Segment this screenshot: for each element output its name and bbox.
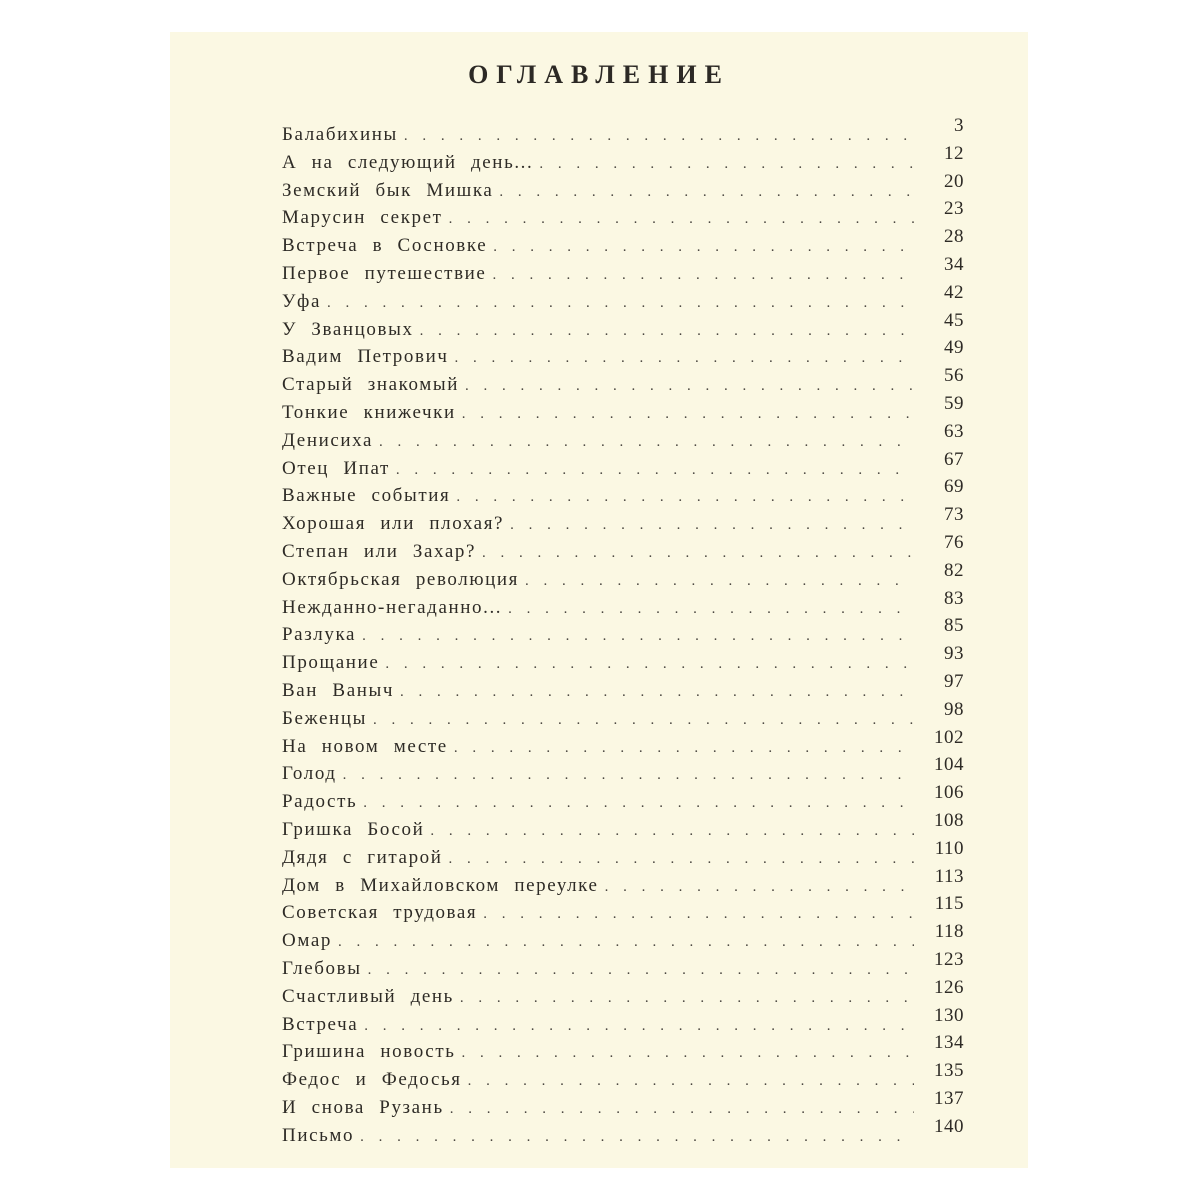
dot-leader <box>499 184 914 201</box>
entry-title: Октябрьская революция <box>282 568 519 590</box>
toc-entry <box>282 448 964 486</box>
entry-page-number: 73 <box>944 504 964 526</box>
entry-title: Письмо <box>282 1124 355 1146</box>
entry-title: Степан или Захар? <box>282 540 477 562</box>
entry-title: Дом в Михайловском переулке <box>282 874 599 896</box>
entry-page-number: 59 <box>944 392 964 414</box>
toc-entry <box>282 226 964 263</box>
dot-leader <box>462 406 914 423</box>
entry-page-number: 126 <box>934 976 964 998</box>
entry-title: Встреча <box>282 1013 359 1035</box>
entry-title: Вадим Петрович <box>282 346 449 368</box>
entry-page-number: 42 <box>944 281 964 303</box>
dot-leader <box>420 323 914 340</box>
dot-leader <box>396 462 914 479</box>
toc-entry <box>282 726 964 764</box>
entry-title: Встреча в Сосновке <box>282 235 488 257</box>
entry-title: Первое путешествие <box>282 262 487 284</box>
dot-leader <box>430 823 914 840</box>
dot-leader <box>338 934 914 951</box>
toc-entry <box>282 476 964 513</box>
dot-leader <box>462 1045 915 1062</box>
entry-title: Омар <box>282 930 332 952</box>
toc-entry <box>282 615 964 652</box>
toc-entry <box>282 782 964 819</box>
toc-entry <box>282 337 964 374</box>
entry-page-number: 134 <box>934 1032 964 1054</box>
entry-title: Отец Ипат <box>282 457 390 479</box>
dot-leader <box>363 795 914 812</box>
entry-title: Дядя с гитарой <box>282 846 443 868</box>
entry-title: Счастливый день <box>282 985 454 1007</box>
entry-page-number: 23 <box>944 198 964 220</box>
toc-entry <box>282 865 964 903</box>
entry-page-number: 20 <box>944 170 964 192</box>
entry-page-number: 56 <box>944 365 964 387</box>
toc-entry <box>282 559 964 597</box>
toc-entry <box>282 281 964 319</box>
toc-entry <box>282 142 964 180</box>
toc-entry <box>282 1032 964 1069</box>
document-page <box>170 32 1028 1168</box>
dot-leader <box>455 350 915 367</box>
entry-title: Прощание <box>282 652 380 674</box>
entry-page-number: 115 <box>934 893 964 915</box>
entry-title: Глебовы <box>282 957 362 979</box>
entry-title: Радость <box>282 791 358 813</box>
toc-entry <box>282 198 964 235</box>
dot-leader <box>368 962 914 979</box>
entry-title: Денисиха <box>282 429 374 451</box>
entry-title: Нежданно-негаданно... <box>282 596 503 618</box>
dot-leader <box>450 1101 914 1118</box>
toc-entry <box>282 253 964 291</box>
toc-entry <box>282 392 964 430</box>
entry-page-number: 130 <box>934 1004 964 1026</box>
toc-entry <box>282 115 964 152</box>
dot-leader <box>373 712 914 729</box>
entry-page-number: 135 <box>934 1060 964 1082</box>
entry-page-number: 49 <box>944 337 964 359</box>
entry-page-number: 12 <box>944 142 964 164</box>
dot-leader <box>508 601 914 618</box>
entry-page-number: 93 <box>944 643 964 665</box>
dot-leader <box>465 378 914 395</box>
toc-entry <box>282 921 964 958</box>
entry-title: Федос и Федосья <box>282 1069 462 1091</box>
entry-title: Гришина новость <box>282 1041 456 1063</box>
dot-leader <box>525 573 914 590</box>
entry-page-number: 123 <box>934 948 964 970</box>
toc-entry <box>282 976 964 1014</box>
toc-entry <box>282 893 964 930</box>
toc-entry <box>282 1087 964 1125</box>
toc-entry <box>282 948 964 986</box>
entry-title: Балабихины <box>282 124 398 145</box>
dot-leader <box>404 128 914 145</box>
toc-entry <box>282 1060 964 1097</box>
entry-title: Беженцы <box>282 707 367 729</box>
dot-leader <box>510 517 914 534</box>
toc-entry <box>282 420 964 458</box>
entry-title: На новом месте <box>282 735 448 757</box>
dot-leader <box>343 767 914 784</box>
entry-title: А на следующий день... <box>282 151 534 173</box>
dot-leader <box>605 879 914 896</box>
entry-title: Важные события <box>282 485 451 507</box>
entry-page-number: 34 <box>944 253 964 275</box>
toc-entry <box>282 1115 964 1153</box>
dot-leader <box>460 990 914 1007</box>
entry-title: Тонкие книжечки <box>282 401 456 423</box>
entry-page-number: 106 <box>934 782 964 804</box>
toc-entry <box>282 1004 964 1042</box>
toc-entry <box>282 754 964 791</box>
toc-entry <box>282 365 964 402</box>
toc-entry <box>282 698 964 736</box>
toc-entry <box>282 170 964 208</box>
entry-page-number: 110 <box>934 837 964 859</box>
entry-title: Голод <box>282 763 337 785</box>
toc-entry <box>282 837 964 875</box>
entry-title: Хорошая или плохая? <box>282 513 505 535</box>
dot-leader <box>362 628 914 645</box>
entry-title: Земский бык Мишка <box>282 179 494 201</box>
dot-leader <box>400 684 914 701</box>
toc-entry <box>282 531 964 569</box>
entry-page-number: 97 <box>944 670 964 692</box>
dot-leader <box>379 434 914 451</box>
entry-page-number: 140 <box>934 1115 964 1137</box>
entry-page-number: 98 <box>944 698 964 720</box>
entry-title: Гришка Босой <box>282 818 425 840</box>
entry-page-number: 113 <box>934 865 964 887</box>
page-title: ОГЛАВЛЕНИЕ <box>468 60 730 89</box>
entry-page-number: 82 <box>944 559 964 581</box>
dot-leader <box>385 656 914 673</box>
dot-leader <box>449 851 914 868</box>
entry-page-number: 28 <box>944 226 964 248</box>
entry-page-number: 108 <box>934 809 964 831</box>
entry-page-number: 118 <box>934 921 964 943</box>
entry-title: И снова Рузань <box>282 1096 444 1118</box>
dot-leader <box>482 545 914 562</box>
toc-entry <box>282 643 964 680</box>
dot-leader <box>456 489 914 506</box>
entry-title: У Званцовых <box>282 318 414 340</box>
dot-leader <box>483 906 914 923</box>
toc-entry <box>282 504 964 541</box>
entry-page-number: 69 <box>944 476 964 498</box>
entry-title: Ван Ваныч <box>282 679 395 701</box>
entry-title: Советская трудовая <box>282 902 478 924</box>
dot-leader <box>449 211 914 228</box>
entry-page-number: 67 <box>944 448 964 470</box>
entry-page-number: 137 <box>934 1087 964 1109</box>
entry-page-number: 45 <box>944 309 964 331</box>
dot-leader <box>364 1018 914 1035</box>
entry-page-number: 83 <box>944 587 964 609</box>
entry-page-number: 85 <box>944 615 964 637</box>
dot-leader <box>493 239 914 256</box>
dot-leader <box>454 740 914 757</box>
entry-page-number: 102 <box>934 726 964 748</box>
entry-title: Старый знакомый <box>282 374 460 396</box>
toc-entry <box>282 587 964 625</box>
dot-leader <box>327 295 914 312</box>
toc-entry <box>282 809 964 847</box>
table-of-contents <box>282 115 964 1152</box>
entry-title: Марусин секрет <box>282 207 443 229</box>
dot-leader <box>539 156 914 173</box>
toc-entry <box>282 309 964 347</box>
entry-page-number: 76 <box>944 531 964 553</box>
entry-page-number: 63 <box>944 420 964 442</box>
toc-entry <box>282 670 964 708</box>
entry-title: Разлука <box>282 624 357 646</box>
dot-leader <box>492 267 914 284</box>
entry-title: Уфа <box>282 290 321 312</box>
entry-page-number: 104 <box>934 754 964 776</box>
dot-leader <box>360 1129 914 1146</box>
entry-page-number: 3 <box>954 115 964 136</box>
dot-leader <box>468 1073 914 1090</box>
